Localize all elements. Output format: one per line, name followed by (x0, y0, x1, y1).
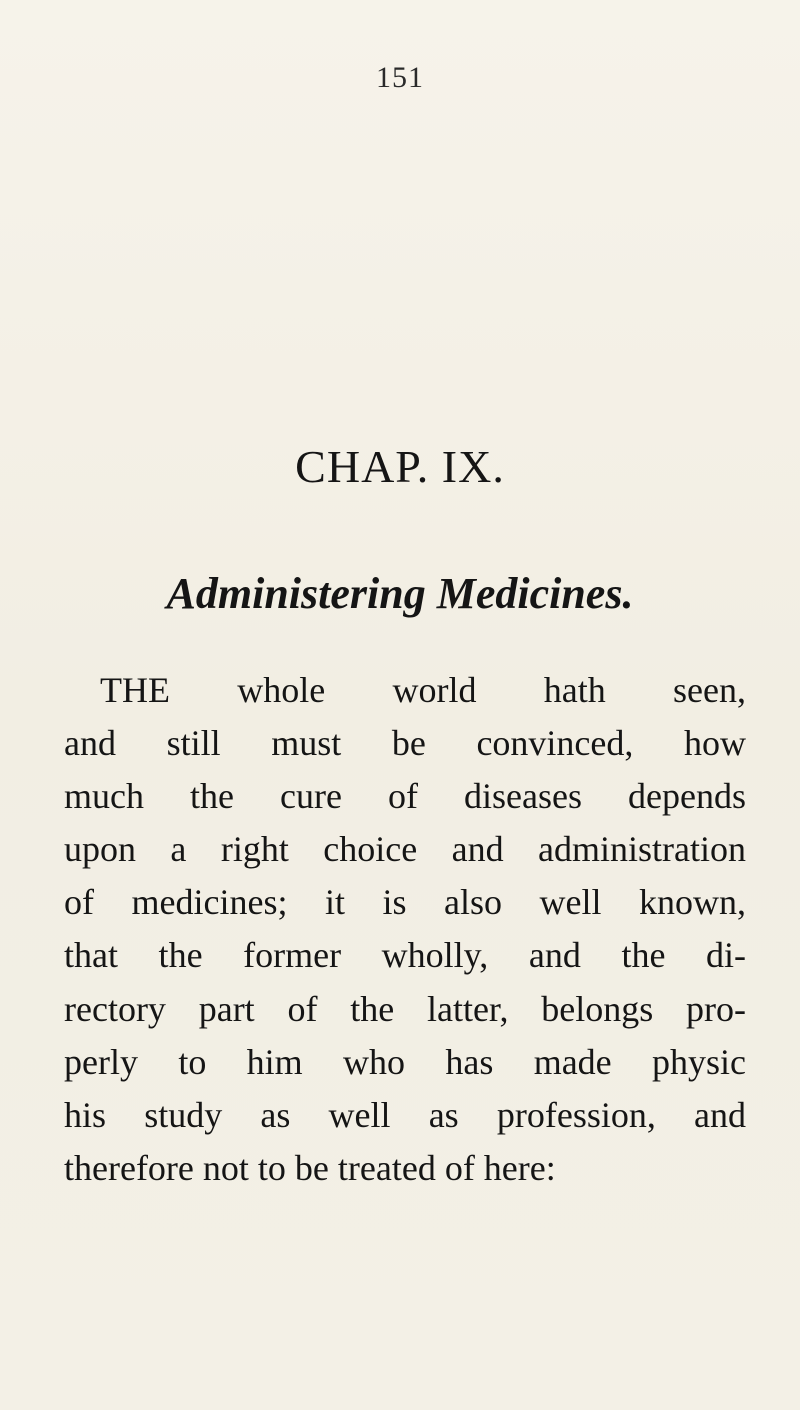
paragraph-line: and still must be convinced, how (64, 723, 746, 764)
body-paragraph (64, 664, 746, 1195)
paragraph-line: THE whole world hath seen, (100, 670, 746, 710)
paragraph-line: rectory part of the latter, belongs pro- (64, 988, 746, 1029)
paragraph-line: upon a right choice and administration (64, 829, 746, 870)
paragraph-line: much the cure of diseases depends (64, 776, 746, 817)
chapter-heading: CHAP. IX. (295, 441, 505, 492)
paragraph-line: his study as well as profession, and (64, 1094, 746, 1135)
paragraph-line: perly to him who has made physic (64, 1041, 746, 1082)
paragraph-line: that the former wholly, and the di- (64, 935, 746, 976)
chapter-subtitle: Administering Medicines. (166, 569, 634, 618)
paragraph-line: of medicines; it is also well known, (64, 882, 746, 923)
paragraph-line: therefore not to be treated of here: (64, 1147, 556, 1188)
page-number: 151 (376, 61, 424, 94)
